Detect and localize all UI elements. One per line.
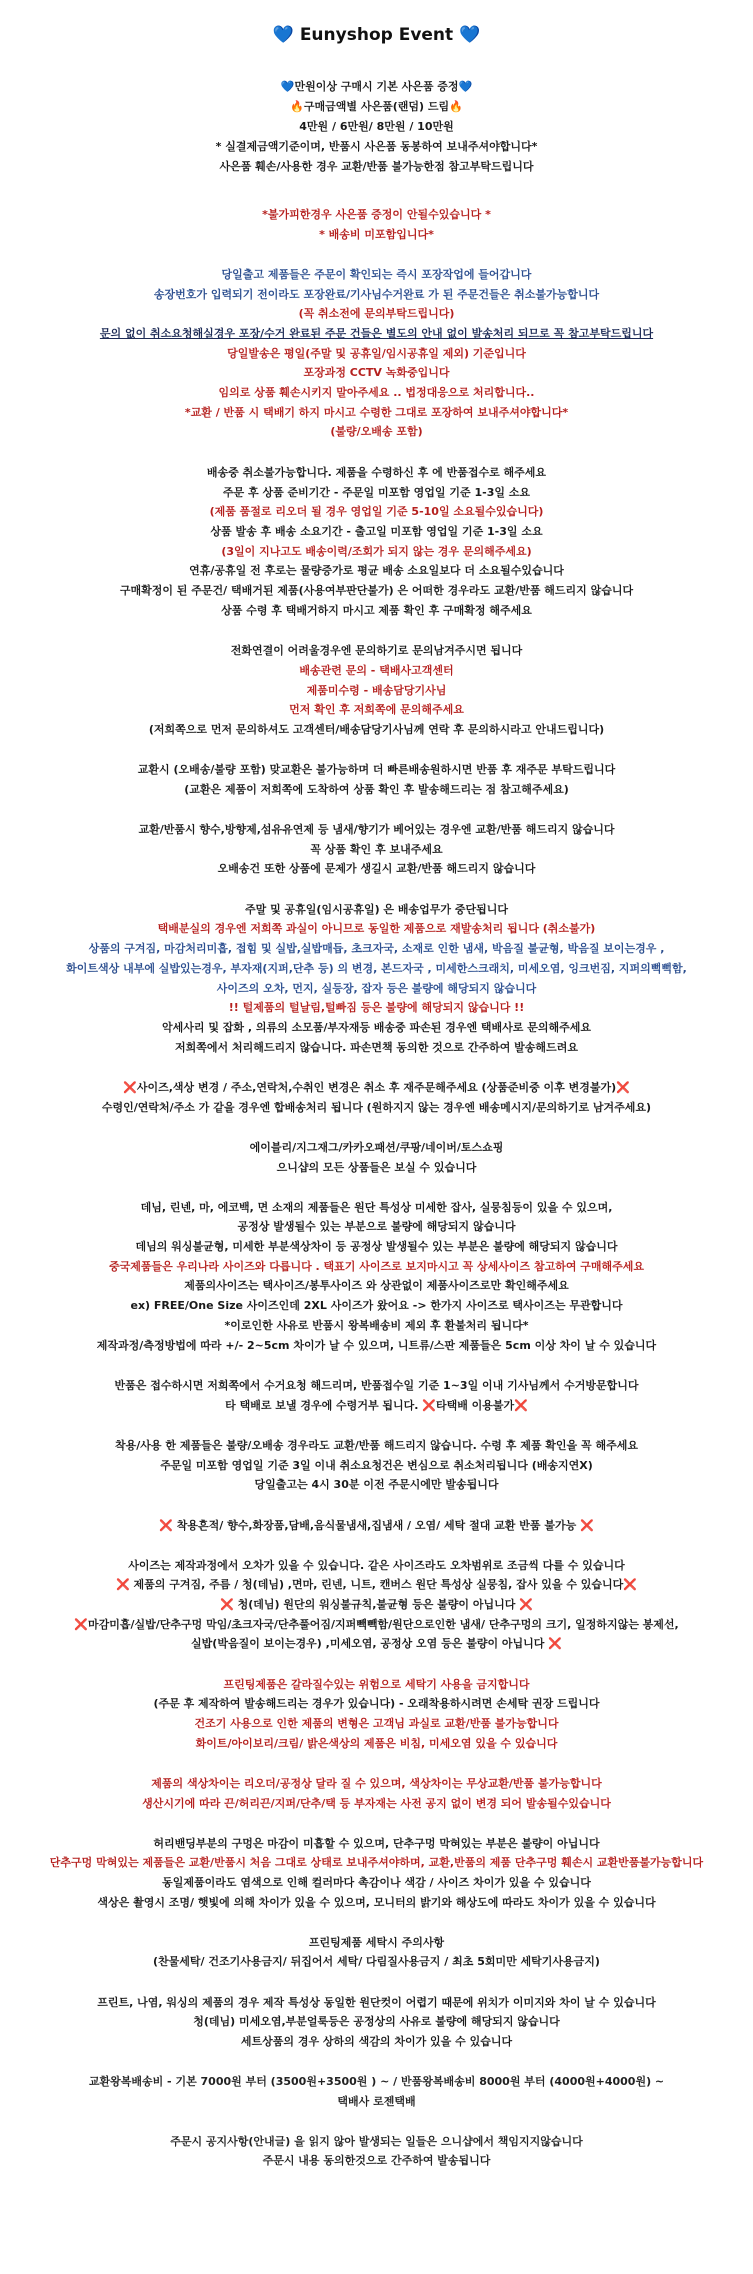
- notice-line: 주문 후 상품 준비기간 - 주문일 미포함 영업일 기준 1-3일 소요: [222, 486, 531, 499]
- notice-line: 사이즈는 제작과정에서 오차가 있을 수 있습니다. 같은 사이즈라도 오차범위로 조금씩 다를 수 있습니다: [128, 1559, 625, 1572]
- notice-line: 공정상 발생될수 있는 부분으로 불량에 해당되지 않습니다: [237, 1220, 516, 1233]
- notice-line: 제품미수령 - 배송담당기사님: [306, 684, 447, 697]
- notice-line: 택배사 로젠택배: [337, 2095, 416, 2108]
- notice-line: ❌ 청(데님) 원단의 워싱불규칙,불균형 등은 불량이 아닙니다 ❌: [220, 1598, 533, 1611]
- notice-line: 세트상품의 경우 상하의 색감의 차이가 있을 수 있습니다: [240, 2035, 513, 2048]
- notice-line: 사이즈의 오차, 먼지, 실등장, 잡자 등은 불량에 해당되지 않습니다: [216, 982, 537, 995]
- notice-line: 당일출고 제품들은 주문이 확인되는 즉시 포장작업에 들어갑니다: [221, 268, 532, 281]
- notice-line: 반품은 접수하시면 저희쪽에서 수거요청 해드리며, 반품접수일 기준 1~3일 이내 기사님께서 수거방문합니다: [114, 1379, 639, 1392]
- notice-line: ❌사이즈,색상 변경 / 주소,연락처,수취인 변경은 취소 후 재주문해주세요 (상품준비중 이후 변경불가)❌: [123, 1081, 630, 1094]
- notice-line: 악세사리 및 잡화 , 의류의 소모품/부자재등 배송중 파손된 경우엔 택배사로 문의해주세요: [161, 1021, 592, 1034]
- notice-line: 교환시 (오배송/불량 포함) 맞교환은 불가능하며 더 빠른배송원하시면 반품 후 재주문 부탁드립니다: [137, 763, 616, 776]
- notice-line: 교환왕복배송비 - 기본 7000원 부터 (3500원+3500원 ) ~ / 반품왕복배송비 8000원 부터 (4000원+4000원) ~: [88, 2075, 665, 2088]
- notice-line: 제품의 색상차이는 리오더/공정상 달라 질 수 있으며, 색상차이는 무상교환/반품 불가능합니다: [151, 1777, 602, 1790]
- notice-line: 건조기 사용으로 인한 제품의 변형은 고객님 과실로 교환/반품 불가능합니다: [194, 1717, 559, 1730]
- notice-line: 저희쪽에서 처리해드리지 않습니다. 파손면책 동의한 것으로 간주하여 발송해드려요: [175, 1041, 578, 1054]
- notice-line: 먼저 확인 후 저희쪽에 문의해주세요: [289, 703, 464, 716]
- page-title: 💙 Eunyshop Event 💙: [272, 25, 481, 45]
- notice-line: 프린팅제품 세탁시 주의사항: [308, 1936, 445, 1949]
- notice-line: 🔥구매금액별 사은품(랜덤) 드림🔥: [290, 100, 463, 113]
- notice-line: 에이블리/지그재그/카카오패션/쿠팡/네이버/토스쇼핑: [249, 1141, 504, 1154]
- notice-line: 상품 수령 후 택배거하지 마시고 제품 확인 후 구매확정 해주세요: [221, 604, 532, 617]
- notice-line: 배송관련 문의 - 택배사고객센터: [299, 664, 454, 677]
- notice-line: 생산시기에 따라 끈/허리끈/지퍼/단추/택 등 부자재는 사전 공지 없이 변경 되어 발송될수있습니다: [142, 1797, 611, 1810]
- notice-line: 단추구멍 막혀있는 제품들은 교환/반품시 처음 그대로 상태로 보내주셔야하며, 교환,반품의 제품 단추구멍 훼손시 교환반품불가능합니다: [49, 1856, 704, 1869]
- notice-line: * 실결제금액기준이며, 반품시 사은품 동봉하여 보내주셔야합니다*: [215, 140, 538, 153]
- notice-line: 상품의 구겨짐, 마감처리미흡, 접힘 및 실밥,실밥매듭, 초크자국, 소재로 인한 냄새, 박음질 불균형, 박음질 보이는경우 ,: [88, 942, 665, 955]
- notice-line: (불량/오배송 포함): [330, 425, 423, 438]
- notice-line: 오배송건 또한 상품에 문제가 생길시 교환/반품 해드리지 않습니다: [217, 862, 536, 875]
- notice-line: 프린트, 나염, 워싱의 제품의 경우 제작 특성상 동일한 원단컷이 어렵기 때문에 위치가 이미지와 차이 날 수 있습니다: [97, 1996, 656, 2009]
- notice-line: 꼭 상품 확인 후 보내주세요: [310, 843, 443, 856]
- notice-line: 택배분실의 경우엔 저희쪽 과실이 아니므로 동일한 제품으로 재발송처리 됩니다 (취소불가): [157, 922, 596, 935]
- notice-line: 중국제품들은 우리나라 사이즈와 다릅니다 . 택표기 사이즈로 보지마시고 꼭 상세사이즈 참고하여 구매해주세요: [108, 1260, 645, 1273]
- notice-line: 사은품 훼손/사용한 경우 교환/반품 불가능한점 참고부탁드립니다: [219, 160, 534, 173]
- notice-line: ex) FREE/One Size 사이즈인데 2XL 사이즈가 왔어요 -> 한가지 사이즈로 택사이즈는 무관합니다: [130, 1299, 623, 1312]
- notice-line: 동일제품이라도 염색으로 인해 컬러마다 촉감이나 색감 / 사이즈 차이가 있을 수 있습니다: [162, 1876, 591, 1889]
- notice-line: (주문 후 제작하여 발송해드리는 경우가 있습니다) - 오래착용하시려면 손세탁 권장 드립니다: [153, 1697, 600, 1710]
- notice-line: 데님의 워싱불균형, 미세한 부분색상차이 등 공정상 발생될수 있는 부분은 불량에 해당되지 않습니다: [135, 1240, 618, 1253]
- notice-line: (찬물세탁/ 건조기사용금지/ 뒤집어서 세탁/ 다림질사용금지 / 최초 5회미만 세탁기사용금지): [153, 1955, 600, 1968]
- notice-line: 4만원 / 6만원/ 8만원 / 10만원: [299, 120, 454, 133]
- notice-line: 주문시 내용 동의한것으로 간주하여 발송됩니다: [262, 2154, 491, 2167]
- notice-line: *불가피한경우 사은품 증정이 안될수있습니다 *: [262, 208, 491, 221]
- notice-line: !! 털제품의 털날림,털빠짐 등은 불량에 해당되지 않습니다 !!: [228, 1001, 525, 1014]
- notice-line: (교환은 제품이 저희쪽에 도착하여 상품 확인 후 발송해드리는 점 참고해주세요): [184, 783, 569, 796]
- notice-line: 송장번호가 입력되기 전이라도 포장완료/기사님수거완료 가 된 주문건들은 취소불가능합니다: [153, 288, 600, 301]
- notice-line: ❌ 착용흔적/ 향수,화장품,담배,음식물냄새,집냄새 / 오염/ 세탁 절대 교환 반품 불가능 ❌: [159, 1519, 594, 1532]
- notice-line: 실밥(박음질이 보이는경우) ,미세오염, 공정상 오염 등은 불량이 아닙니다 ❌: [191, 1637, 562, 1650]
- notice-line: 당일출고는 4시 30분 이전 주문시에만 발송됩니다: [254, 1478, 499, 1491]
- notice-line: 당일발송은 평일(주말 및 공휴일/임시공휴일 제외) 기준입니다: [227, 347, 526, 360]
- notice-line: 제작과정/측정방법에 따라 +/- 2~5cm 차이가 날 수 있으며, 니트류/스판 제품들은 5cm 이상 차이 날 수 있습니다: [96, 1339, 657, 1352]
- notice-line: 화이트/아이보리/크림/ 밝은색상의 제품은 비침, 미세오염 있을 수 있습니다: [195, 1737, 558, 1750]
- notice-line: 주문시 공지사항(안내글) 을 읽지 않아 발생되는 일들은 으니샵에서 책임지지않습니다: [170, 2135, 583, 2148]
- notice-line: 제품의사이즈는 택사이즈/봉투사이즈 와 상관없이 제품사이즈로만 확인해주세요: [184, 1279, 569, 1292]
- notice-line: 💙만원이상 구매시 기본 사은품 증정💙: [280, 80, 473, 93]
- notice-line: 착용/사용 한 제품들은 불량/오배송 경우라도 교환/반품 해드리지 않습니다. 수령 후 제품 확인을 꼭 해주세요: [115, 1439, 638, 1452]
- notice-line: 주말 및 공휴일(임시공휴일) 은 배송업무가 중단됩니다: [245, 903, 508, 916]
- notice-line: 화이트색상 내부에 실밥있는경우, 부자재(지퍼,단추 등) 의 변경, 본드자국 , 미세한스크래치, 미세오염, 잉크번짐, 지퍼의뻑뻑함,: [66, 962, 687, 975]
- notice-line: 수령인/연락처/주소 가 같을 경우엔 합배송처리 됩니다 (원하지지 않는 경우엔 배송메시지/문의하기로 남겨주세요): [101, 1101, 652, 1114]
- notice-line: (3일이 지나고도 배송이력/조회가 되지 않는 경우 문의해주세요): [221, 545, 532, 558]
- notice-line: *교환 / 반품 시 택배기 하지 마시고 수령한 그대로 포장하여 보내주셔야합니다*: [184, 406, 569, 419]
- notice-line: 연휴/공휴일 전 후로는 물량증가로 평균 배송 소요일보다 더 소요될수있습니다: [189, 564, 564, 577]
- notice-line: * 배송비 미포함입니다*: [319, 228, 434, 241]
- notice-line: 청(데님) 미세오염,부분얼룩등은 공정상의 사유로 불량에 해당되지 않습니다: [193, 2015, 560, 2028]
- notice-line: (제품 품절로 리오더 될 경우 영업일 기준 5-10일 소요될수있습니다): [209, 505, 544, 518]
- notice-line: 포장과정 CCTV 녹화중입니다: [303, 366, 450, 379]
- notice-line: 배송중 취소불가능합니다. 제품을 수령하신 후 에 반품접수로 해주세요: [206, 466, 547, 479]
- notice-line: ❌마감미흡/실밥/단추구멍 막임/초크자국/단추풀어짐/지퍼빽빽함/원단으로인한 냄새/ 단추구멍의 크기, 일정하지않는 봉제선,: [74, 1618, 679, 1631]
- notice-line: (저희쪽으로 먼저 문의하셔도 고객센터/배송담당기사님께 연락 후 문의하시라고 안내드립니다): [148, 723, 605, 736]
- notice-line: *이로인한 사유로 반품시 왕복배송비 제외 후 환불처리 됩니다*: [224, 1319, 529, 1332]
- notice-line: 상품 발송 후 배송 소요기간 - 출고일 미포함 영업일 기준 1-3일 소요: [210, 525, 543, 538]
- notice-line: 주문일 미포함 영업일 기준 3일 이내 취소요청건은 변심으로 취소처리됩니다 (배송지연X): [160, 1459, 593, 1472]
- notice-line: ❌ 제품의 구겨짐, 주름 / 청(데님) ,면마, 린넨, 니트, 캔버스 원단 특성상 실뭉침, 잡사 있을 수 있습니다❌: [116, 1578, 637, 1591]
- notice-line: 허리밴딩부분의 구멍은 마감이 미흡할 수 있으며, 단추구멍 막혀있는 부분은 불량이 아닙니다: [153, 1837, 600, 1850]
- notice-line: 문의 없이 취소요청해실경우 포장/수거 완료된 주문 건들은 별도의 안내 없이 발송처리 되므로 꼭 참고부탁드립니다: [99, 327, 654, 340]
- notice-line: 프린팅제품은 갈라질수있는 위험으로 세탁기 사용을 금지합니다: [223, 1678, 530, 1691]
- notice-line: 타 택배로 보낼 경우에 수령거부 됩니다. ❌타택배 이용불가❌: [225, 1399, 528, 1412]
- notice-line: 으니샵의 모든 상품들은 보실 수 있습니다: [276, 1161, 477, 1174]
- notice-line: 구매확정이 된 주문건/ 택배거된 제품(사용여부판단불가) 은 어떠한 경우라도 교환/반품 해드리지 않습니다: [119, 584, 634, 597]
- notice-line: 색상은 촬영시 조명/ 햇빛에 의해 차이가 있을 수 있으며, 모니터의 밝기와 해상도에 따라도 차이가 있을 수 있습니다: [97, 1896, 656, 1909]
- notice-line: 데님, 린넨, 마, 에코백, 면 소재의 제품들은 원단 특성상 미세한 잡사, 실뭉침등이 있을 수 있으며,: [140, 1201, 613, 1214]
- notice-line: 전화연결이 어려울경우엔 문의하기로 문의남겨주시면 됩니다: [230, 644, 523, 657]
- notice-line: 교환/반품시 향수,방향제,섬유유연제 등 냄새/향기가 베어있는 경우엔 교환/반품 해드리지 않습니다: [138, 823, 615, 836]
- notice-line: (꼭 취소전에 문의부탁드립니다): [298, 307, 455, 320]
- notice-line: 임의로 상품 훼손시키지 말아주세요 .. 법정대응으로 처리합니다..: [218, 386, 535, 399]
